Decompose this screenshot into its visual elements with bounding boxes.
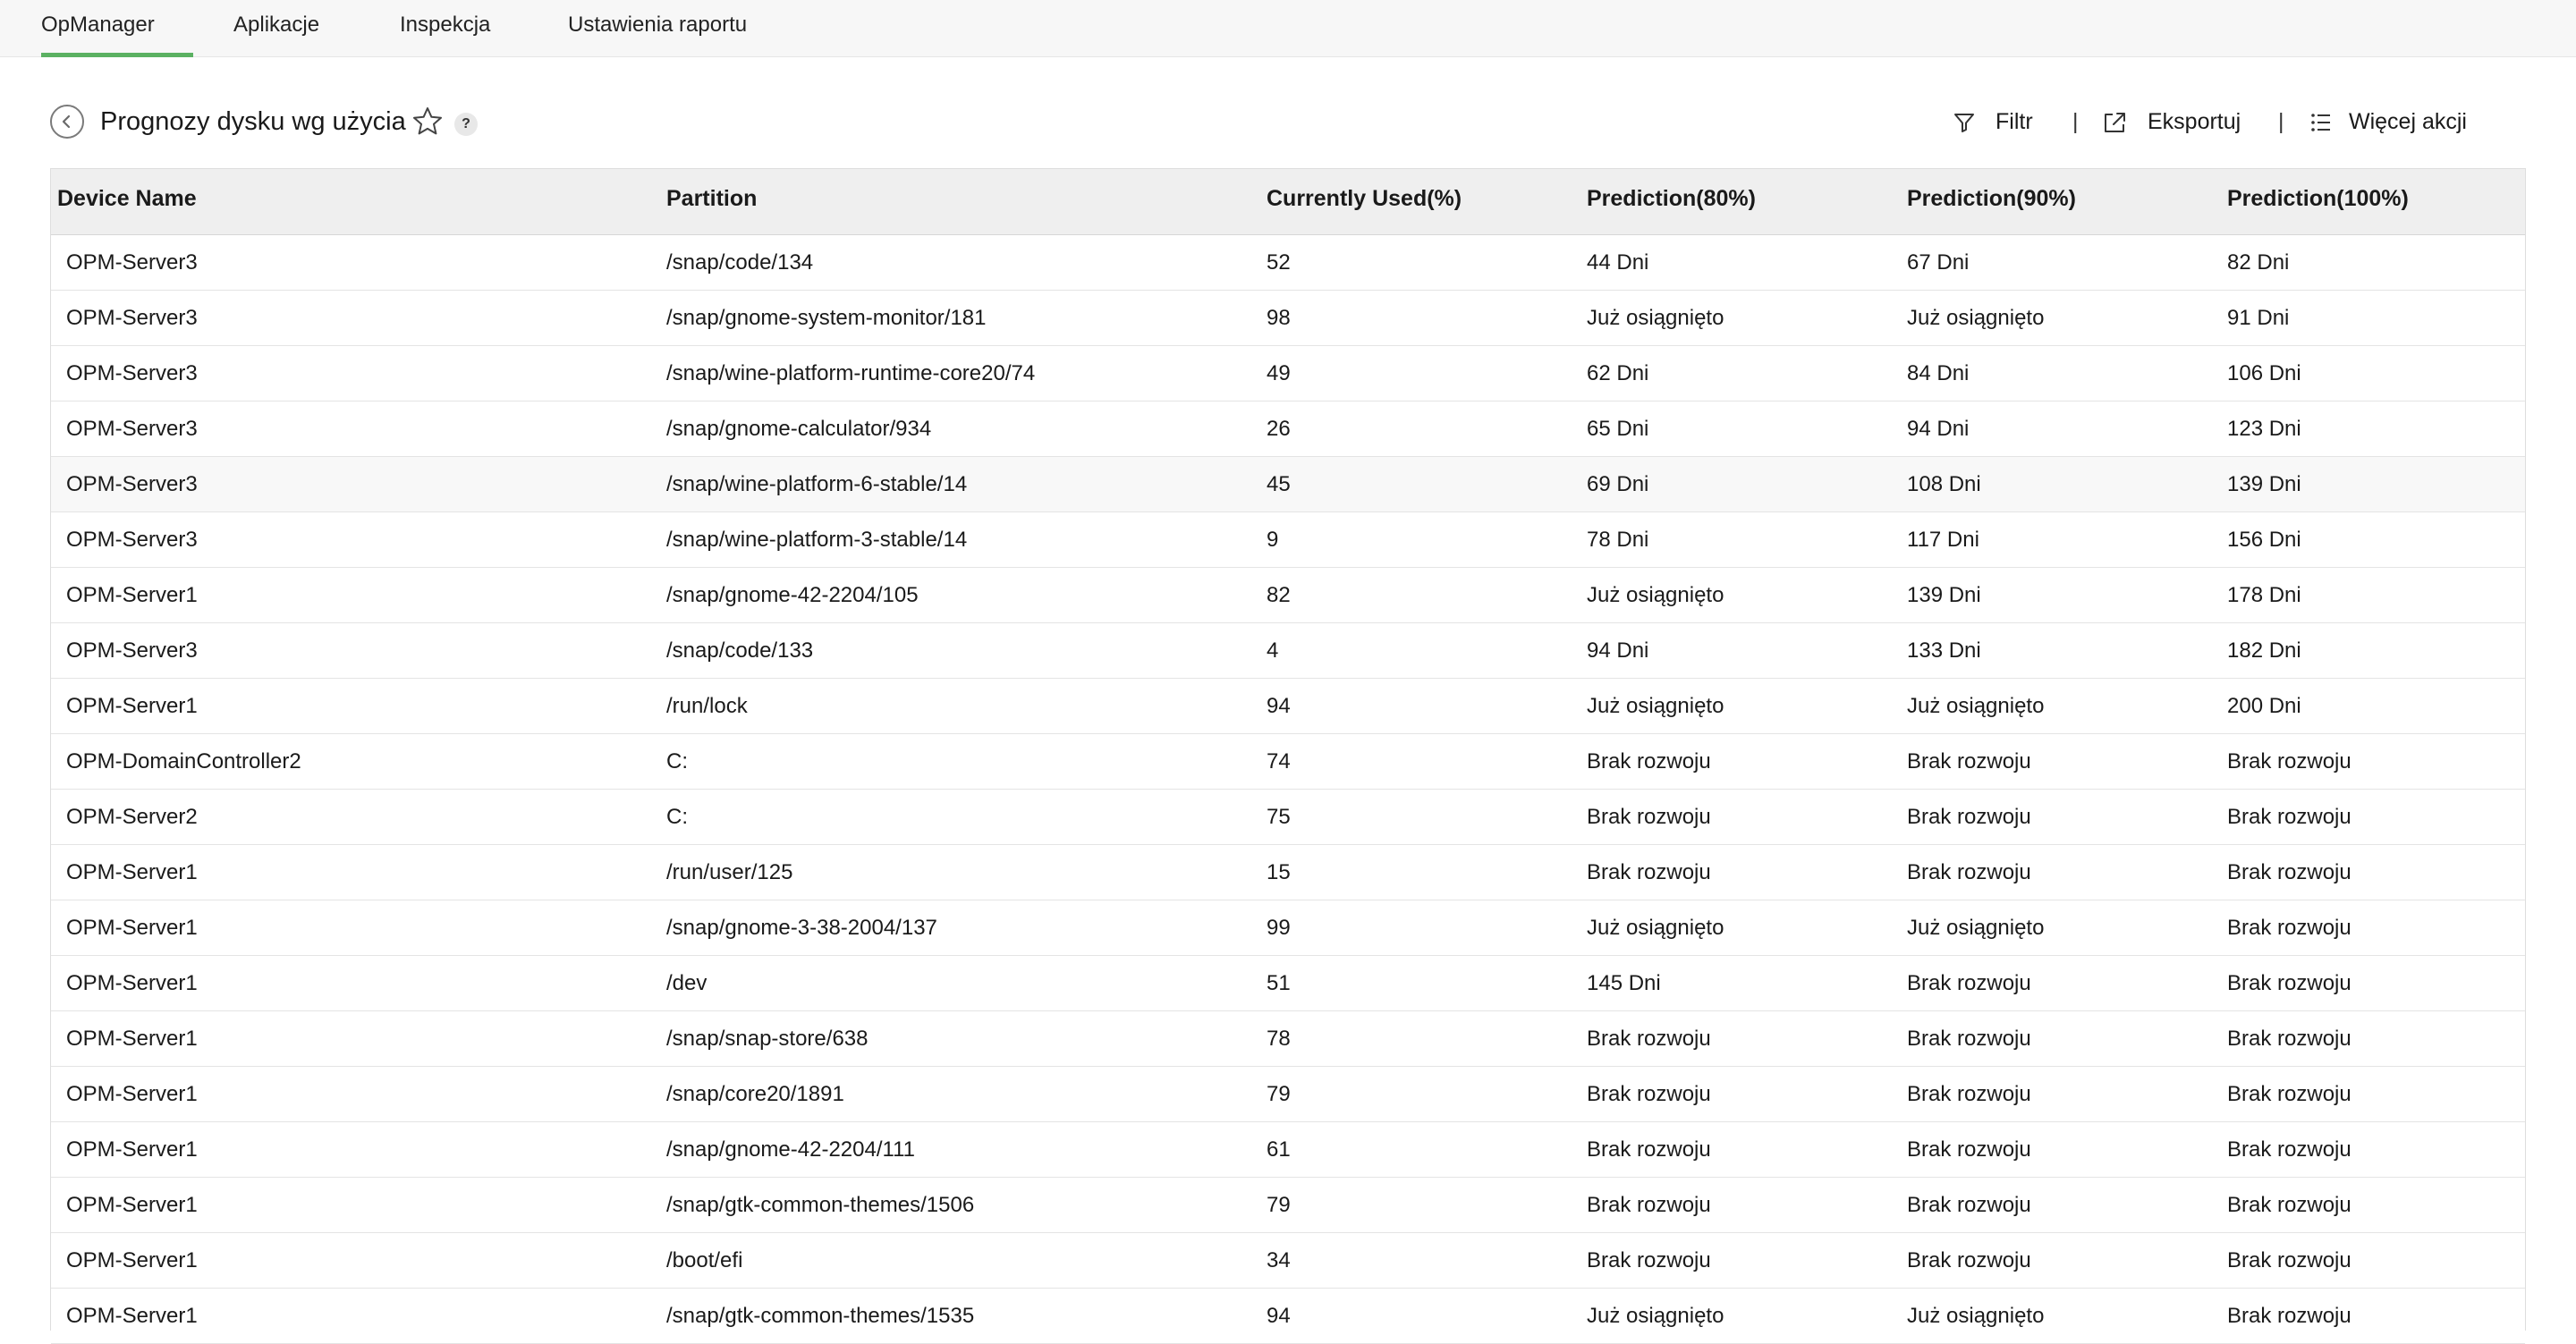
partition-cell: /run/lock [666,694,748,718]
prediction-80-cell: Już osiągnięto [1587,306,1724,330]
prediction-90-cell: Brak rozwoju [1907,1137,2031,1162]
tab-opmanager[interactable] [41,0,193,57]
prediction-90-cell: 84 Dni [1907,361,1970,385]
table-row[interactable] [51,1178,2525,1233]
prediction-100-cell: 82 Dni [2227,250,2290,275]
currently-used-cell: 61 [1267,1137,1291,1162]
table-row[interactable] [51,623,2525,679]
currently-used-cell: 74 [1267,749,1291,773]
prediction-100-cell: 182 Dni [2227,638,2301,663]
partition-cell: /dev [666,971,708,995]
prediction-80-cell: Brak rozwoju [1587,860,1711,884]
prediction-100-cell: Brak rozwoju [2227,916,2351,940]
currently-used-cell: 94 [1267,694,1291,718]
prediction-80-cell: 78 Dni [1587,528,1649,552]
device-name-cell: OPM-Server1 [66,1193,198,1217]
separator: | [2072,109,2079,134]
column-header-device-name[interactable]: Device Name [57,186,197,211]
tab-label: Aplikacje [233,13,320,37]
prediction-90-cell: 117 Dni [1907,528,1979,552]
table-row[interactable] [51,734,2525,790]
prediction-90-cell: Już osiągnięto [1907,916,2045,940]
prediction-90-cell: Brak rozwoju [1907,1082,2031,1106]
prediction-80-cell: 62 Dni [1587,361,1649,385]
device-name-cell: OPM-Server3 [66,250,198,275]
column-header-currently-used[interactable]: Currently Used(%) [1267,186,1462,211]
partition-cell: /snap/code/134 [666,250,814,275]
currently-used-cell: 99 [1267,916,1291,940]
currently-used-cell: 94 [1267,1304,1291,1328]
partition-cell: /run/user/125 [666,860,793,884]
prediction-90-cell: Już osiągnięto [1907,306,2045,330]
device-name-cell: OPM-Server3 [66,528,198,552]
prediction-80-cell: Już osiągnięto [1587,694,1724,718]
currently-used-cell: 51 [1267,971,1291,995]
partition-cell: C: [666,749,688,773]
tab-ustawienia-raportu[interactable] [568,0,747,57]
prediction-80-cell: 145 Dni [1587,971,1661,995]
table-row[interactable] [51,900,2525,956]
tab-aplikacje[interactable] [233,0,319,57]
prediction-80-cell: Już osiągnięto [1587,583,1724,607]
device-name-cell: OPM-Server1 [66,916,198,940]
partition-cell: /snap/gtk-common-themes/1506 [666,1193,975,1217]
prediction-100-cell: Brak rozwoju [2227,1193,2351,1217]
table-row[interactable] [51,235,2525,291]
currently-used-cell: 75 [1267,805,1291,829]
prediction-90-cell: Brak rozwoju [1907,749,2031,773]
device-name-cell: OPM-Server1 [66,1082,198,1106]
device-name-cell: OPM-Server1 [66,1304,198,1328]
page-title: Prognozy dysku wg użycia [100,107,406,136]
prediction-100-cell: Brak rozwoju [2227,1137,2351,1162]
table-row[interactable] [51,402,2525,457]
prediction-90-cell: 108 Dni [1907,472,1981,496]
partition-cell: /snap/wine-platform-6-stable/14 [666,472,968,496]
prediction-80-cell: Brak rozwoju [1587,1193,1711,1217]
prediction-80-cell: Już osiągnięto [1587,1304,1724,1328]
currently-used-cell: 49 [1267,361,1291,385]
prediction-100-cell: 178 Dni [2227,583,2301,607]
prediction-100-cell: Brak rozwoju [2227,1082,2351,1106]
filter-label: Filtr [1996,109,2033,134]
currently-used-cell: 34 [1267,1248,1291,1272]
partition-cell: /snap/gtk-common-themes/1535 [666,1304,975,1328]
partition-cell: /snap/gnome-42-2204/111 [666,1137,915,1162]
table-row[interactable] [51,679,2525,734]
export-icon [2103,111,2128,134]
column-header-prediction-90[interactable]: Prediction(90%) [1907,186,2076,211]
table-row[interactable] [51,1122,2525,1178]
table-row[interactable] [51,568,2525,623]
column-header-prediction-100[interactable]: Prediction(100%) [2227,186,2409,211]
partition-cell: /snap/wine-platform-runtime-core20/74 [666,361,1036,385]
tab-label: Inspekcja [400,13,491,37]
more-actions-label: Więcej akcji [2349,109,2467,134]
device-name-cell: OPM-Server1 [66,1027,198,1051]
partition-cell: /snap/gnome-3-38-2004/137 [666,916,937,940]
prediction-80-cell: 65 Dni [1587,417,1649,441]
prediction-80-cell: Brak rozwoju [1587,1137,1711,1162]
prediction-100-cell: 91 Dni [2227,306,2290,330]
tab-label: Ustawienia raportu [568,13,748,37]
partition-cell: C: [666,805,688,829]
device-name-cell: OPM-Server1 [66,583,198,607]
table-row[interactable] [51,346,2525,402]
currently-used-cell: 79 [1267,1082,1291,1106]
prediction-80-cell: 44 Dni [1587,250,1649,275]
currently-used-cell: 98 [1267,306,1291,330]
list-icon [2309,111,2333,134]
tab-inspekcja[interactable] [400,0,490,57]
device-name-cell: OPM-Server3 [66,417,198,441]
partition-cell: /snap/gnome-42-2204/105 [666,583,919,607]
prediction-100-cell: Brak rozwoju [2227,860,2351,884]
filter-icon [1953,111,1976,134]
device-name-cell: OPM-Server1 [66,694,198,718]
prediction-80-cell: 94 Dni [1587,638,1649,663]
device-name-cell: OPM-Server1 [66,860,198,884]
prediction-90-cell: 67 Dni [1907,250,1970,275]
prediction-100-cell: Brak rozwoju [2227,1304,2351,1328]
disk-prediction-table [50,168,2526,1331]
partition-cell: /snap/core20/1891 [666,1082,844,1106]
prediction-90-cell: Już osiągnięto [1907,694,2045,718]
partition-cell: /snap/gnome-system-monitor/181 [666,306,987,330]
prediction-100-cell: Brak rozwoju [2227,971,2351,995]
column-header-prediction-80[interactable]: Prediction(80%) [1587,186,1756,211]
table-row[interactable] [51,845,2525,900]
currently-used-cell: 78 [1267,1027,1291,1051]
prediction-90-cell: 139 Dni [1907,583,1981,607]
device-name-cell: OPM-Server1 [66,1248,198,1272]
column-header-partition[interactable]: Partition [666,186,758,211]
prediction-100-cell: Brak rozwoju [2227,805,2351,829]
help-icon[interactable]: ? [454,113,478,136]
device-name-cell: OPM-Server3 [66,361,198,385]
prediction-90-cell: Brak rozwoju [1907,1027,2031,1051]
table-row[interactable] [51,1289,2525,1344]
prediction-80-cell: Brak rozwoju [1587,749,1711,773]
currently-used-cell: 15 [1267,860,1291,884]
favorite-star-icon[interactable] [411,106,444,138]
table-row[interactable] [51,512,2525,568]
table-row[interactable] [51,1067,2525,1122]
prediction-90-cell: Brak rozwoju [1907,1193,2031,1217]
prediction-100-cell: Brak rozwoju [2227,749,2351,773]
prediction-80-cell: Brak rozwoju [1587,805,1711,829]
prediction-80-cell: Brak rozwoju [1587,1082,1711,1106]
currently-used-cell: 45 [1267,472,1291,496]
chevron-left-icon [59,114,75,130]
prediction-100-cell: Brak rozwoju [2227,1027,2351,1051]
prediction-100-cell: 200 Dni [2227,694,2301,718]
currently-used-cell: 79 [1267,1193,1291,1217]
prediction-90-cell: Brak rozwoju [1907,971,2031,995]
table-header [51,169,2525,235]
table-body [51,235,2525,1344]
partition-cell: /snap/gnome-calculator/934 [666,417,932,441]
prediction-80-cell: Brak rozwoju [1587,1248,1711,1272]
device-name-cell: OPM-Server1 [66,971,198,995]
prediction-80-cell: Brak rozwoju [1587,1027,1711,1051]
currently-used-cell: 4 [1267,638,1279,663]
device-name-cell: OPM-Server3 [66,638,198,663]
back-button[interactable] [50,105,84,139]
table-row[interactable] [51,457,2525,512]
prediction-100-cell: 106 Dni [2227,361,2301,385]
prediction-90-cell: 94 Dni [1907,417,1970,441]
partition-cell: /snap/snap-store/638 [666,1027,869,1051]
partition-cell: /snap/wine-platform-3-stable/14 [666,528,968,552]
device-name-cell: OPM-Server1 [66,1137,198,1162]
prediction-90-cell: Brak rozwoju [1907,1248,2031,1272]
device-name-cell: OPM-Server3 [66,472,198,496]
prediction-100-cell: Brak rozwoju [2227,1248,2351,1272]
partition-cell: /boot/efi [666,1248,743,1272]
device-name-cell: OPM-DomainController2 [66,749,301,773]
prediction-100-cell: 156 Dni [2227,528,2301,552]
prediction-80-cell: 69 Dni [1587,472,1649,496]
currently-used-cell: 82 [1267,583,1291,607]
table-row[interactable] [51,956,2525,1011]
prediction-90-cell: 133 Dni [1907,638,1981,663]
device-name-cell: OPM-Server3 [66,306,198,330]
table-row[interactable] [51,1233,2525,1289]
tab-label: OpManager [41,13,155,37]
device-name-cell: OPM-Server2 [66,805,198,829]
top-tab-bar [0,0,2576,57]
prediction-100-cell: 139 Dni [2227,472,2301,496]
prediction-80-cell: Już osiągnięto [1587,916,1724,940]
export-label: Eksportuj [2148,109,2241,134]
currently-used-cell: 26 [1267,417,1291,441]
partition-cell: /snap/code/133 [666,638,814,663]
prediction-90-cell: Brak rozwoju [1907,805,2031,829]
prediction-90-cell: Już osiągnięto [1907,1304,2045,1328]
currently-used-cell: 52 [1267,250,1291,275]
table-row[interactable] [51,790,2525,845]
separator: | [2278,109,2284,134]
prediction-100-cell: 123 Dni [2227,417,2301,441]
table-row[interactable] [51,1011,2525,1067]
table-row[interactable] [51,291,2525,346]
currently-used-cell: 9 [1267,528,1279,552]
prediction-90-cell: Brak rozwoju [1907,860,2031,884]
